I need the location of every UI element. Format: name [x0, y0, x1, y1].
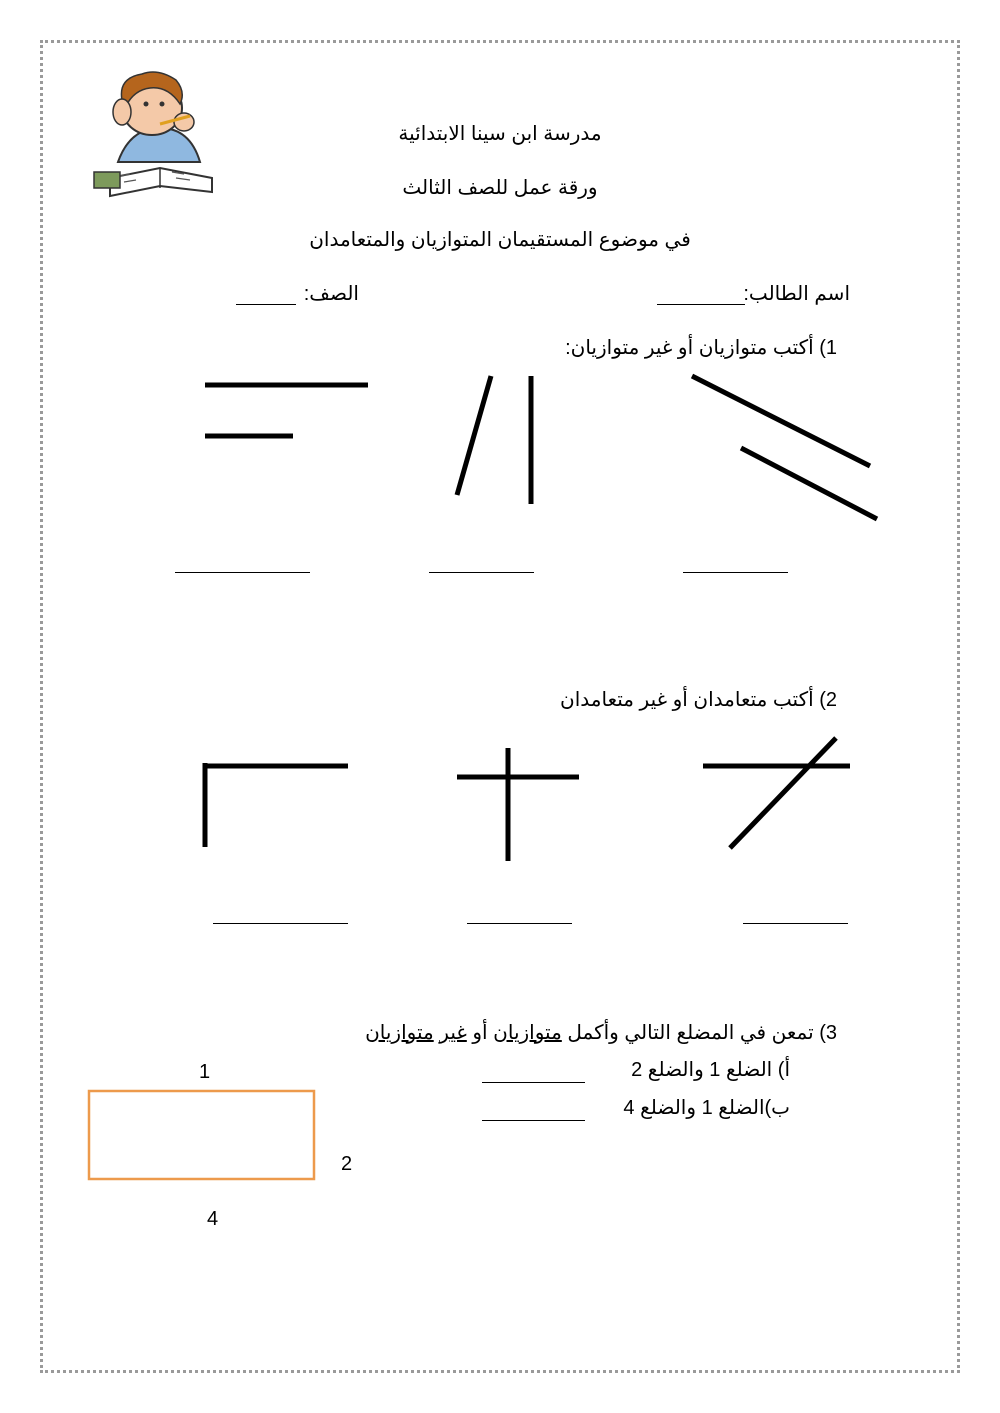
q3-word-not: غير	[439, 1022, 467, 1044]
student-name-blank[interactable]	[657, 304, 745, 305]
q3-item-a-blank[interactable]	[482, 1082, 585, 1083]
q3-word-or: أو	[472, 1022, 488, 1044]
q3-title-prefix: 3) تمعن في المضلع التالي وأكمل	[567, 1022, 837, 1044]
class-blank[interactable]	[236, 304, 296, 305]
worksheet-title: ورقة عمل للصف الثالث	[402, 177, 598, 199]
q2-answer-blank-3[interactable]	[743, 923, 848, 924]
q1-answer-blank-3[interactable]	[683, 572, 788, 573]
q1-answer-blank-2[interactable]	[429, 572, 534, 573]
side-label-4: 4	[207, 1208, 219, 1230]
side-label-1: 1	[199, 1061, 211, 1083]
q1-answer-blank-1[interactable]	[175, 572, 310, 573]
q2-answer-blank-2[interactable]	[467, 923, 572, 924]
q3-word-parallel-2: متوازيان	[365, 1022, 434, 1044]
school-name: مدرسة ابن سينا الابتدائية	[398, 123, 602, 145]
q3-word-parallel: متوازيان	[493, 1022, 562, 1044]
q2-answer-blank-1[interactable]	[213, 923, 348, 924]
q3-title	[365, 1023, 837, 1043]
q3-item-b-blank[interactable]	[482, 1120, 585, 1121]
q3-item-b: ب)الضلع 1 والضلع 4	[623, 1097, 790, 1119]
class-label: الصف:	[303, 283, 359, 305]
q3-item-a: أ) الضلع 1 والضلع 2	[631, 1059, 790, 1081]
topic-title: في موضوع المستقيمان المتوازيان والمتعامدان	[309, 229, 691, 251]
side-label-2: 2	[341, 1153, 353, 1175]
student-name-label: اسم الطالب:	[743, 283, 850, 305]
q2-title: 2) أكتب متعامدان أو غير متعامدان	[560, 689, 837, 711]
q1-title: 1) أكتب متوازيان أو غير متوازيان:	[565, 337, 837, 359]
